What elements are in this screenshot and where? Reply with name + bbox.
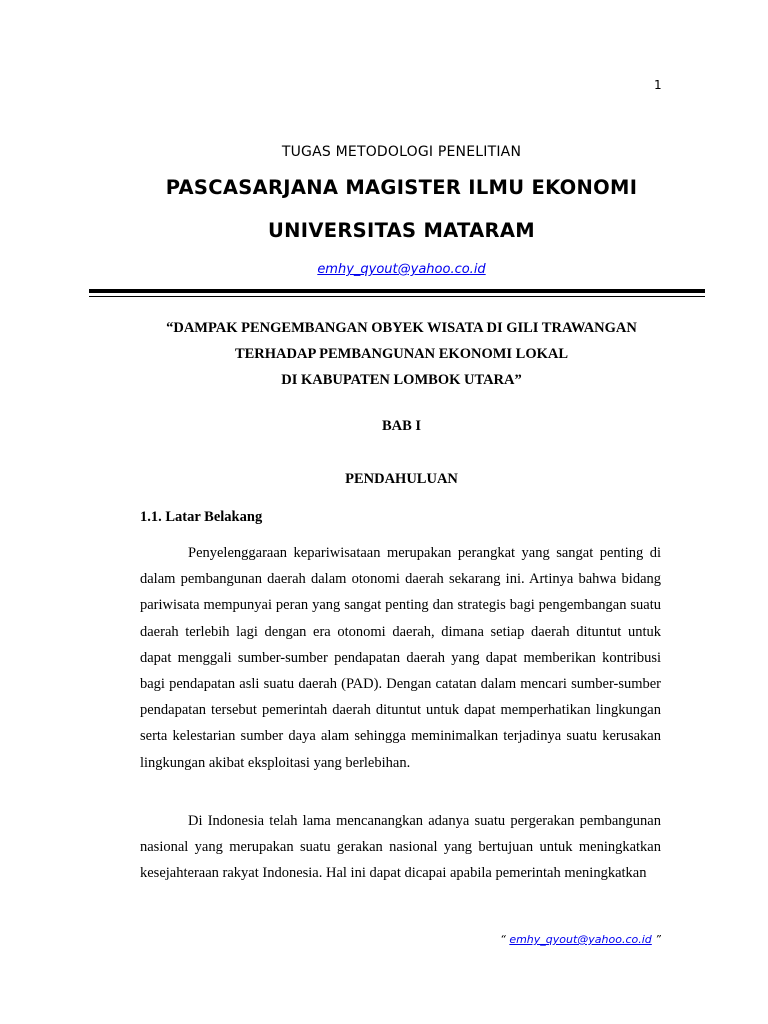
footer-open-quote: “ xyxy=(500,933,506,946)
footer-email-link[interactable]: emhy_qyout@yahoo.co.id xyxy=(509,933,652,946)
author-email-link[interactable]: emhy_qyout@yahoo.co.id xyxy=(317,262,486,277)
paragraph-text: Penyelenggaraan kepariwisataan merupakan perangkat yang sangat penting di dalam pembangunan daerah dalam otonomi daerah sekarang ini. Artinya bahwa bidang pariwisata mempunyai peran yang sangat penting dan strategis bagi pengembangan suatu daerah terlebih lagi dengan era otonomi daerah, dimana setiap daerah dituntut untuk dapat menggali sumber-sumber pendapatan daerah yang dapat memberikan kontribusi bagi pendapatan asli suatu daerah (PAD). Dengan catatan dalam mencari sumber-sumber pendapatan tersebut pemerintah daerah dituntut untuk dapat memperhatikan lingkungan serta kelestarian sumber daya alam sehingga meminimalkan terjadinya suatu kerusakan lingkungan akibat eksploitasi yang berlebihan. xyxy=(140,545,661,771)
course-title: TUGAS METODOLOGI PENELITIAN xyxy=(281,144,522,160)
body-paragraph xyxy=(140,540,661,776)
header-divider-thick xyxy=(89,289,705,293)
section-heading: 1.1. Latar Belakang xyxy=(140,509,263,525)
page-number: 1 xyxy=(654,78,662,92)
body-paragraph xyxy=(140,808,661,887)
program-title: PASCASARJANA MAGISTER ILMU EKONOMI xyxy=(165,176,638,199)
paper-title-line-1: “DAMPAK PENGEMBANGAN OBYEK WISATA DI GILI TRAWANGAN xyxy=(166,320,637,336)
paper-title-line-3: DI KABUPATEN LOMBOK UTARA” xyxy=(281,372,522,388)
paragraph-text: Di Indonesia telah lama mencanangkan adanya suatu pergerakan pembangunan nasional yang merupakan suatu gerakan nasional yang bertujuan untuk meningkatkan kesejahteraan rakyat Indonesia. Hal ini dapat dicapai apabila pemerintah meningkatkan xyxy=(140,813,661,882)
header-divider-thin xyxy=(89,296,705,297)
university-name: UNIVERSITAS MATARAM xyxy=(268,219,535,242)
footer-close-quote: ” xyxy=(655,933,661,946)
chapter-label: BAB I xyxy=(381,418,422,434)
chapter-name: PENDAHULUAN xyxy=(345,471,458,487)
page-footer xyxy=(400,933,661,946)
paper-title-line-2: TERHADAP PEMBANGUNAN EKONOMI LOKAL xyxy=(234,346,569,362)
